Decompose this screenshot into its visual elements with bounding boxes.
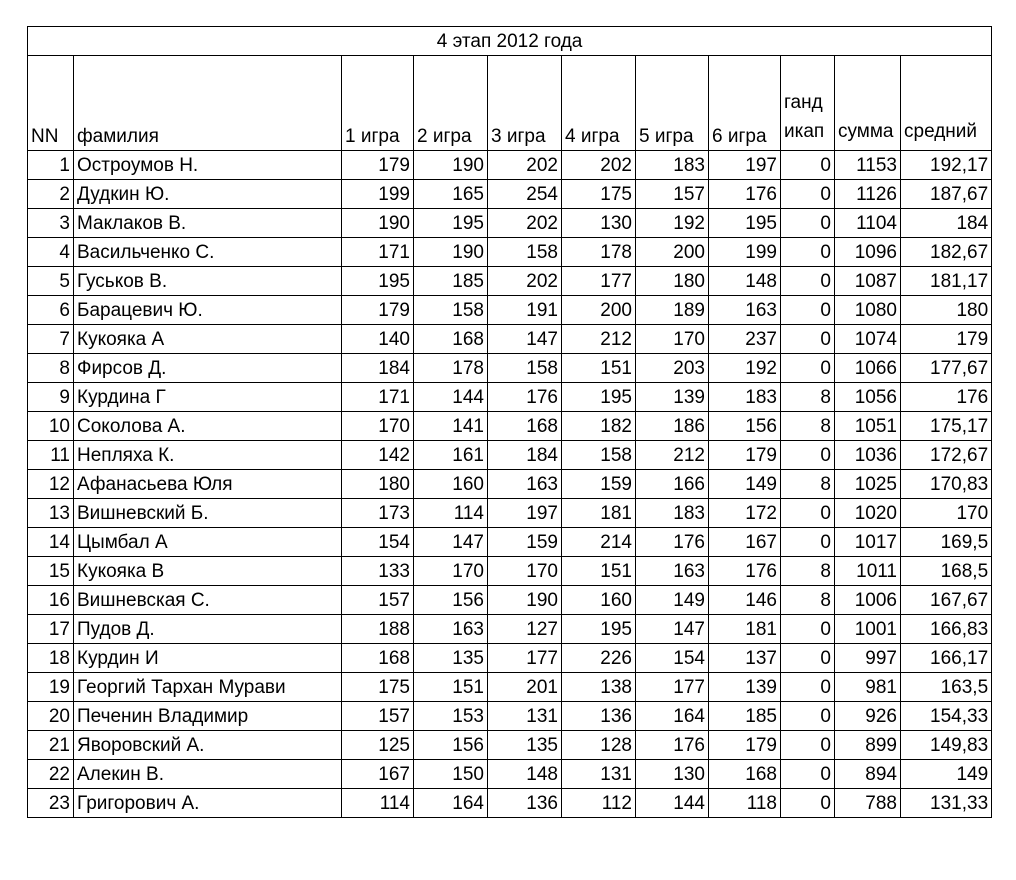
cell-game-4: 177 bbox=[562, 267, 636, 296]
cell-game-2: 190 bbox=[414, 151, 488, 180]
header-game-4: 4 игра bbox=[562, 56, 636, 151]
title-row bbox=[28, 27, 992, 56]
cell-game-6: 168 bbox=[709, 760, 781, 789]
table-title: 4 этап 2012 года bbox=[28, 27, 992, 56]
cell-surname: Фирсов Д. bbox=[74, 354, 342, 383]
cell-game-1: 157 bbox=[342, 702, 414, 731]
cell-game-4: 202 bbox=[562, 151, 636, 180]
cell-game-6: 172 bbox=[709, 499, 781, 528]
cell-game-5: 170 bbox=[636, 325, 709, 354]
cell-surname: Алекин В. bbox=[74, 760, 342, 789]
cell-game-1: 133 bbox=[342, 557, 414, 586]
cell-surname: Вишневский Б. bbox=[74, 499, 342, 528]
cell-game-2: 161 bbox=[414, 441, 488, 470]
cell-handicap: 8 bbox=[781, 557, 835, 586]
cell-game-4: 214 bbox=[562, 528, 636, 557]
cell-surname: Остроумов Н. bbox=[74, 151, 342, 180]
cell-game-1: 171 bbox=[342, 383, 414, 412]
cell-average: 166,83 bbox=[901, 615, 992, 644]
cell-nn: 18 bbox=[28, 644, 74, 673]
cell-game-3: 254 bbox=[488, 180, 562, 209]
header-game-5: 5 игра bbox=[636, 56, 709, 151]
cell-game-4: 151 bbox=[562, 354, 636, 383]
cell-game-4: 112 bbox=[562, 789, 636, 818]
cell-game-1: 170 bbox=[342, 412, 414, 441]
cell-game-6: 179 bbox=[709, 441, 781, 470]
cell-average: 187,67 bbox=[901, 180, 992, 209]
cell-average: 149 bbox=[901, 760, 992, 789]
table-row bbox=[28, 644, 992, 673]
cell-game-4: 212 bbox=[562, 325, 636, 354]
table-row bbox=[28, 673, 992, 702]
cell-surname: Печенин Владимир bbox=[74, 702, 342, 731]
cell-game-5: 180 bbox=[636, 267, 709, 296]
cell-handicap: 0 bbox=[781, 441, 835, 470]
cell-game-2: 144 bbox=[414, 383, 488, 412]
cell-game-3: 201 bbox=[488, 673, 562, 702]
cell-surname: Афанасьева Юля bbox=[74, 470, 342, 499]
cell-game-4: 151 bbox=[562, 557, 636, 586]
cell-game-3: 176 bbox=[488, 383, 562, 412]
cell-sum: 1011 bbox=[835, 557, 901, 586]
cell-surname: Георгий Тархан Мурави bbox=[74, 673, 342, 702]
cell-game-6: 149 bbox=[709, 470, 781, 499]
header-game-3: 3 игра bbox=[488, 56, 562, 151]
cell-game-1: 175 bbox=[342, 673, 414, 702]
cell-handicap: 8 bbox=[781, 470, 835, 499]
cell-game-1: 125 bbox=[342, 731, 414, 760]
cell-handicap: 8 bbox=[781, 586, 835, 615]
cell-game-6: 137 bbox=[709, 644, 781, 673]
cell-game-4: 158 bbox=[562, 441, 636, 470]
cell-handicap: 8 bbox=[781, 412, 835, 441]
cell-surname: Цымбал А bbox=[74, 528, 342, 557]
cell-game-5: 157 bbox=[636, 180, 709, 209]
cell-nn: 9 bbox=[28, 383, 74, 412]
cell-surname: Дудкин Ю. bbox=[74, 180, 342, 209]
cell-game-5: 139 bbox=[636, 383, 709, 412]
cell-game-5: 177 bbox=[636, 673, 709, 702]
cell-nn: 23 bbox=[28, 789, 74, 818]
cell-game-1: 167 bbox=[342, 760, 414, 789]
cell-sum: 1126 bbox=[835, 180, 901, 209]
cell-game-2: 150 bbox=[414, 760, 488, 789]
cell-average: 167,67 bbox=[901, 586, 992, 615]
cell-nn: 14 bbox=[28, 528, 74, 557]
cell-handicap: 8 bbox=[781, 383, 835, 412]
cell-game-1: 190 bbox=[342, 209, 414, 238]
cell-sum: 1066 bbox=[835, 354, 901, 383]
cell-average: 172,67 bbox=[901, 441, 992, 470]
cell-sum: 1096 bbox=[835, 238, 901, 267]
results-table bbox=[27, 26, 992, 818]
cell-game-2: 195 bbox=[414, 209, 488, 238]
cell-game-4: 195 bbox=[562, 383, 636, 412]
header-row bbox=[28, 56, 992, 151]
cell-game-2: 156 bbox=[414, 731, 488, 760]
cell-sum: 1025 bbox=[835, 470, 901, 499]
cell-sum: 997 bbox=[835, 644, 901, 673]
cell-nn: 6 bbox=[28, 296, 74, 325]
cell-game-1: 179 bbox=[342, 296, 414, 325]
cell-surname: Курдина Г bbox=[74, 383, 342, 412]
cell-surname: Маклаков В. bbox=[74, 209, 342, 238]
table-row bbox=[28, 499, 992, 528]
cell-average: 180 bbox=[901, 296, 992, 325]
cell-game-1: 154 bbox=[342, 528, 414, 557]
cell-handicap: 0 bbox=[781, 644, 835, 673]
cell-game-4: 182 bbox=[562, 412, 636, 441]
table-row bbox=[28, 151, 992, 180]
cell-game-5: 186 bbox=[636, 412, 709, 441]
cell-game-4: 136 bbox=[562, 702, 636, 731]
cell-game-3: 202 bbox=[488, 151, 562, 180]
cell-game-6: 156 bbox=[709, 412, 781, 441]
table-row bbox=[28, 383, 992, 412]
cell-game-1: 142 bbox=[342, 441, 414, 470]
cell-sum: 926 bbox=[835, 702, 901, 731]
cell-handicap: 0 bbox=[781, 296, 835, 325]
cell-nn: 11 bbox=[28, 441, 74, 470]
cell-sum: 1001 bbox=[835, 615, 901, 644]
cell-average: 175,17 bbox=[901, 412, 992, 441]
cell-sum: 788 bbox=[835, 789, 901, 818]
cell-nn: 17 bbox=[28, 615, 74, 644]
cell-game-2: 151 bbox=[414, 673, 488, 702]
cell-handicap: 0 bbox=[781, 354, 835, 383]
cell-game-6: 179 bbox=[709, 731, 781, 760]
cell-game-1: 184 bbox=[342, 354, 414, 383]
cell-surname: Вишневская С. bbox=[74, 586, 342, 615]
cell-game-6: 197 bbox=[709, 151, 781, 180]
header-nn: NN bbox=[28, 56, 74, 151]
cell-game-1: 179 bbox=[342, 151, 414, 180]
cell-nn: 3 bbox=[28, 209, 74, 238]
header-game-6: 6 игра bbox=[709, 56, 781, 151]
cell-sum: 981 bbox=[835, 673, 901, 702]
header-average: средний bbox=[901, 56, 992, 151]
cell-game-3: 148 bbox=[488, 760, 562, 789]
cell-game-5: 176 bbox=[636, 731, 709, 760]
cell-game-2: 147 bbox=[414, 528, 488, 557]
cell-game-2: 165 bbox=[414, 180, 488, 209]
cell-game-1: 180 bbox=[342, 470, 414, 499]
cell-game-5: 154 bbox=[636, 644, 709, 673]
cell-sum: 1074 bbox=[835, 325, 901, 354]
table-row bbox=[28, 789, 992, 818]
cell-handicap: 0 bbox=[781, 238, 835, 267]
cell-game-2: 135 bbox=[414, 644, 488, 673]
table-row bbox=[28, 325, 992, 354]
cell-game-6: 192 bbox=[709, 354, 781, 383]
table-row bbox=[28, 238, 992, 267]
cell-average: 149,83 bbox=[901, 731, 992, 760]
table-row bbox=[28, 731, 992, 760]
cell-game-3: 136 bbox=[488, 789, 562, 818]
cell-game-5: 147 bbox=[636, 615, 709, 644]
cell-game-5: 176 bbox=[636, 528, 709, 557]
cell-game-6: 195 bbox=[709, 209, 781, 238]
cell-game-6: 167 bbox=[709, 528, 781, 557]
cell-average: 184 bbox=[901, 209, 992, 238]
cell-handicap: 0 bbox=[781, 151, 835, 180]
cell-game-3: 158 bbox=[488, 238, 562, 267]
cell-nn: 1 bbox=[28, 151, 74, 180]
cell-nn: 16 bbox=[28, 586, 74, 615]
cell-game-4: 200 bbox=[562, 296, 636, 325]
header-game-1: 1 игра bbox=[342, 56, 414, 151]
cell-surname: Кукояка В bbox=[74, 557, 342, 586]
cell-average: 176 bbox=[901, 383, 992, 412]
cell-game-5: 212 bbox=[636, 441, 709, 470]
cell-game-3: 202 bbox=[488, 267, 562, 296]
cell-surname: Яворовский А. bbox=[74, 731, 342, 760]
table-row bbox=[28, 702, 992, 731]
cell-nn: 15 bbox=[28, 557, 74, 586]
cell-game-5: 189 bbox=[636, 296, 709, 325]
cell-game-3: 170 bbox=[488, 557, 562, 586]
cell-game-1: 188 bbox=[342, 615, 414, 644]
cell-game-4: 181 bbox=[562, 499, 636, 528]
cell-average: 181,17 bbox=[901, 267, 992, 296]
cell-nn: 13 bbox=[28, 499, 74, 528]
cell-game-5: 130 bbox=[636, 760, 709, 789]
header-game-2: 2 игра bbox=[414, 56, 488, 151]
cell-game-6: 146 bbox=[709, 586, 781, 615]
cell-sum: 1017 bbox=[835, 528, 901, 557]
cell-nn: 8 bbox=[28, 354, 74, 383]
cell-handicap: 0 bbox=[781, 209, 835, 238]
cell-game-5: 166 bbox=[636, 470, 709, 499]
cell-surname: Барацевич Ю. bbox=[74, 296, 342, 325]
cell-handicap: 0 bbox=[781, 789, 835, 818]
cell-game-5: 144 bbox=[636, 789, 709, 818]
cell-game-2: 153 bbox=[414, 702, 488, 731]
cell-game-2: 141 bbox=[414, 412, 488, 441]
cell-game-3: 135 bbox=[488, 731, 562, 760]
cell-game-2: 164 bbox=[414, 789, 488, 818]
cell-game-6: 139 bbox=[709, 673, 781, 702]
cell-game-1: 157 bbox=[342, 586, 414, 615]
cell-surname: Васильченко С. bbox=[74, 238, 342, 267]
cell-game-3: 158 bbox=[488, 354, 562, 383]
cell-game-5: 203 bbox=[636, 354, 709, 383]
cell-game-3: 190 bbox=[488, 586, 562, 615]
cell-handicap: 0 bbox=[781, 267, 835, 296]
cell-game-4: 138 bbox=[562, 673, 636, 702]
cell-handicap: 0 bbox=[781, 180, 835, 209]
cell-surname: Соколова А. bbox=[74, 412, 342, 441]
cell-average: 154,33 bbox=[901, 702, 992, 731]
cell-game-2: 178 bbox=[414, 354, 488, 383]
table-row bbox=[28, 615, 992, 644]
cell-average: 177,67 bbox=[901, 354, 992, 383]
cell-game-1: 173 bbox=[342, 499, 414, 528]
cell-surname: Непляха К. bbox=[74, 441, 342, 470]
cell-average: 179 bbox=[901, 325, 992, 354]
cell-game-1: 140 bbox=[342, 325, 414, 354]
table-row bbox=[28, 470, 992, 499]
cell-game-3: 163 bbox=[488, 470, 562, 499]
cell-average: 163,5 bbox=[901, 673, 992, 702]
cell-average: 170 bbox=[901, 499, 992, 528]
cell-nn: 12 bbox=[28, 470, 74, 499]
cell-game-3: 197 bbox=[488, 499, 562, 528]
cell-game-5: 149 bbox=[636, 586, 709, 615]
table-row bbox=[28, 296, 992, 325]
cell-game-5: 192 bbox=[636, 209, 709, 238]
cell-game-3: 184 bbox=[488, 441, 562, 470]
cell-game-3: 168 bbox=[488, 412, 562, 441]
cell-game-4: 160 bbox=[562, 586, 636, 615]
cell-game-3: 131 bbox=[488, 702, 562, 731]
cell-game-2: 114 bbox=[414, 499, 488, 528]
cell-game-2: 185 bbox=[414, 267, 488, 296]
cell-handicap: 0 bbox=[781, 702, 835, 731]
cell-nn: 7 bbox=[28, 325, 74, 354]
cell-handicap: 0 bbox=[781, 760, 835, 789]
cell-surname: Григорович А. bbox=[74, 789, 342, 818]
cell-game-4: 128 bbox=[562, 731, 636, 760]
cell-game-3: 191 bbox=[488, 296, 562, 325]
cell-surname: Курдин И bbox=[74, 644, 342, 673]
header-handicap: гандикап bbox=[781, 56, 835, 151]
cell-game-5: 183 bbox=[636, 151, 709, 180]
cell-game-2: 170 bbox=[414, 557, 488, 586]
cell-game-2: 158 bbox=[414, 296, 488, 325]
cell-average: 182,67 bbox=[901, 238, 992, 267]
cell-game-3: 159 bbox=[488, 528, 562, 557]
header-surname: фамилия bbox=[74, 56, 342, 151]
cell-handicap: 0 bbox=[781, 615, 835, 644]
cell-game-4: 178 bbox=[562, 238, 636, 267]
cell-game-4: 131 bbox=[562, 760, 636, 789]
cell-game-5: 164 bbox=[636, 702, 709, 731]
cell-game-1: 171 bbox=[342, 238, 414, 267]
table-row bbox=[28, 441, 992, 470]
cell-handicap: 0 bbox=[781, 731, 835, 760]
cell-sum: 1006 bbox=[835, 586, 901, 615]
cell-game-2: 156 bbox=[414, 586, 488, 615]
cell-game-6: 163 bbox=[709, 296, 781, 325]
cell-sum: 1104 bbox=[835, 209, 901, 238]
cell-game-3: 202 bbox=[488, 209, 562, 238]
cell-game-5: 163 bbox=[636, 557, 709, 586]
cell-game-2: 160 bbox=[414, 470, 488, 499]
table-row bbox=[28, 557, 992, 586]
cell-game-4: 159 bbox=[562, 470, 636, 499]
cell-game-6: 237 bbox=[709, 325, 781, 354]
table-row bbox=[28, 180, 992, 209]
cell-nn: 5 bbox=[28, 267, 74, 296]
table-row bbox=[28, 528, 992, 557]
cell-nn: 2 bbox=[28, 180, 74, 209]
cell-game-6: 176 bbox=[709, 557, 781, 586]
cell-sum: 899 bbox=[835, 731, 901, 760]
cell-game-1: 168 bbox=[342, 644, 414, 673]
table-body bbox=[28, 27, 992, 818]
table-row bbox=[28, 412, 992, 441]
cell-surname: Пудов Д. bbox=[74, 615, 342, 644]
cell-average: 166,17 bbox=[901, 644, 992, 673]
cell-sum: 1080 bbox=[835, 296, 901, 325]
cell-game-6: 183 bbox=[709, 383, 781, 412]
cell-nn: 21 bbox=[28, 731, 74, 760]
cell-handicap: 0 bbox=[781, 528, 835, 557]
cell-game-2: 163 bbox=[414, 615, 488, 644]
cell-game-1: 114 bbox=[342, 789, 414, 818]
cell-average: 170,83 bbox=[901, 470, 992, 499]
cell-sum: 1051 bbox=[835, 412, 901, 441]
cell-game-1: 199 bbox=[342, 180, 414, 209]
table-row bbox=[28, 586, 992, 615]
cell-nn: 19 bbox=[28, 673, 74, 702]
cell-game-6: 181 bbox=[709, 615, 781, 644]
cell-game-6: 148 bbox=[709, 267, 781, 296]
table-row bbox=[28, 267, 992, 296]
cell-game-2: 190 bbox=[414, 238, 488, 267]
cell-game-3: 147 bbox=[488, 325, 562, 354]
cell-average: 169,5 bbox=[901, 528, 992, 557]
cell-game-3: 127 bbox=[488, 615, 562, 644]
cell-game-1: 195 bbox=[342, 267, 414, 296]
table-row bbox=[28, 760, 992, 789]
cell-game-6: 118 bbox=[709, 789, 781, 818]
cell-surname: Кукояка А bbox=[74, 325, 342, 354]
table-row bbox=[28, 209, 992, 238]
cell-nn: 20 bbox=[28, 702, 74, 731]
cell-game-6: 185 bbox=[709, 702, 781, 731]
cell-sum: 1020 bbox=[835, 499, 901, 528]
cell-average: 131,33 bbox=[901, 789, 992, 818]
cell-game-5: 200 bbox=[636, 238, 709, 267]
cell-handicap: 0 bbox=[781, 499, 835, 528]
cell-nn: 22 bbox=[28, 760, 74, 789]
cell-handicap: 0 bbox=[781, 673, 835, 702]
cell-game-2: 168 bbox=[414, 325, 488, 354]
cell-game-4: 195 bbox=[562, 615, 636, 644]
cell-sum: 1056 bbox=[835, 383, 901, 412]
table-row bbox=[28, 354, 992, 383]
cell-average: 192,17 bbox=[901, 151, 992, 180]
cell-surname: Гуськов В. bbox=[74, 267, 342, 296]
cell-average: 168,5 bbox=[901, 557, 992, 586]
cell-sum: 1087 bbox=[835, 267, 901, 296]
cell-game-3: 177 bbox=[488, 644, 562, 673]
cell-nn: 4 bbox=[28, 238, 74, 267]
header-sum: сумма bbox=[835, 56, 901, 151]
cell-game-4: 130 bbox=[562, 209, 636, 238]
cell-game-4: 175 bbox=[562, 180, 636, 209]
cell-game-4: 226 bbox=[562, 644, 636, 673]
cell-game-6: 176 bbox=[709, 180, 781, 209]
cell-handicap: 0 bbox=[781, 325, 835, 354]
cell-nn: 10 bbox=[28, 412, 74, 441]
cell-game-6: 199 bbox=[709, 238, 781, 267]
cell-sum: 1153 bbox=[835, 151, 901, 180]
cell-sum: 1036 bbox=[835, 441, 901, 470]
cell-game-5: 183 bbox=[636, 499, 709, 528]
cell-sum: 894 bbox=[835, 760, 901, 789]
